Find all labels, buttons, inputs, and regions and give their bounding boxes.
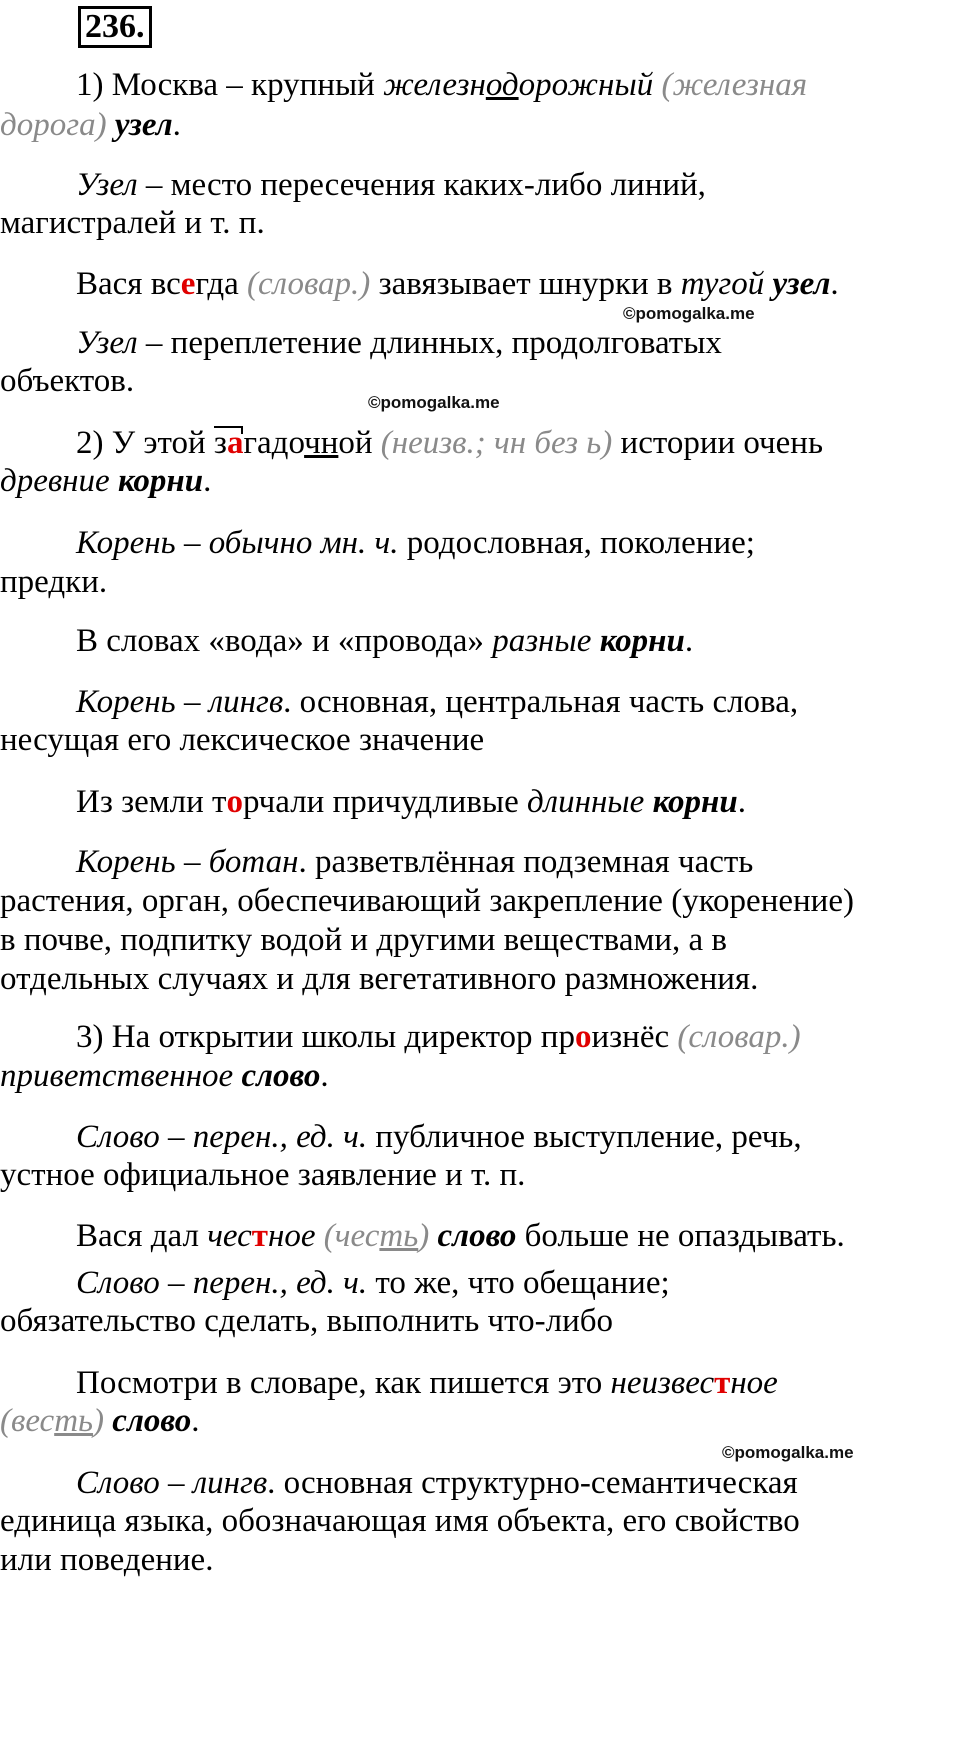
definition-5-line-2: растения, орган, обеспечивающий закрепление (укоренение)	[0, 883, 854, 919]
watermark-3: ©pomogalka.me	[722, 1443, 854, 1462]
watermark-1: ©pomogalka.me	[623, 304, 755, 323]
definition-5-line-3: в почве, подпитку водой и другими веществами, а в	[0, 922, 727, 958]
definition-8-line-3: или поведение.	[0, 1542, 214, 1578]
sentence-1: 1) Москва – крупный железнодорожный (железная	[76, 67, 808, 103]
definition-4: Корень – лингв. основная, центральная часть слова,	[76, 684, 799, 720]
definition-3-line-2: предки.	[0, 564, 108, 600]
sentence-3-line-2: древние корни.	[0, 463, 212, 499]
definition-7-line-2: обязательство сделать, выполнить что-либо	[0, 1303, 614, 1339]
sentence-4: В словах «вода» и «провода» разные корни.	[76, 623, 694, 659]
definition-6: Слово – перен., ед. ч. публичное выступление, речь,	[76, 1119, 802, 1155]
sentence-6-line-2: приветственное слово.	[0, 1058, 329, 1094]
definition-6-line-2: устное официальное заявление и т. п.	[0, 1157, 526, 1193]
sentence-7: Вася дал честное (честь) слово больше не опаздывать.	[76, 1218, 845, 1254]
sentence-3: 2) У этой загадочной (неизв.; чн без ь) истории очень	[0, 422, 960, 464]
sentence-2: Вася всегда (словар.) завязывает шнурки в тугой узел.	[76, 266, 839, 302]
definition-2-line-2: объектов.	[0, 363, 135, 399]
definition-1-line-2: магистралей и т. п.	[0, 205, 265, 241]
sentence-6: 3) На открытии школы директор произнёс (словар.)	[76, 1019, 801, 1055]
definition-5-line-4: отдельных случаях и для вегетативного размножения.	[0, 961, 759, 997]
sentence-5: Из земли торчали причудливые длинные корни.	[76, 784, 746, 820]
definition-3: Корень – обычно мн. ч. родословная, поколение;	[76, 525, 755, 561]
exercise-number: 236.	[78, 6, 152, 48]
definition-5: Корень – ботан. разветвлённая подземная часть	[76, 844, 754, 880]
definition-8-line-2: единица языка, обозначающая имя объекта, его свойство	[0, 1503, 800, 1539]
definition-8: Слово – лингв. основная структурно-семантическая	[76, 1465, 798, 1501]
sentence-1-line-2: дорога) узел.	[0, 107, 181, 143]
sentence-8-line-2: (весть) слово.	[0, 1403, 200, 1439]
sentence-8: Посмотри в словаре, как пишется это неизвестное	[76, 1365, 778, 1401]
definition-7: Слово – перен., ед. ч. то же, что обещание;	[76, 1265, 670, 1301]
watermark-2: ©pomogalka.me	[368, 393, 500, 412]
definition-4-line-2: несущая его лексическое значение	[0, 722, 485, 758]
definition-2: Узел – переплетение длинных, продолговатых	[76, 325, 722, 361]
definition-1: Узел – место пересечения каких-либо линий,	[76, 167, 706, 203]
